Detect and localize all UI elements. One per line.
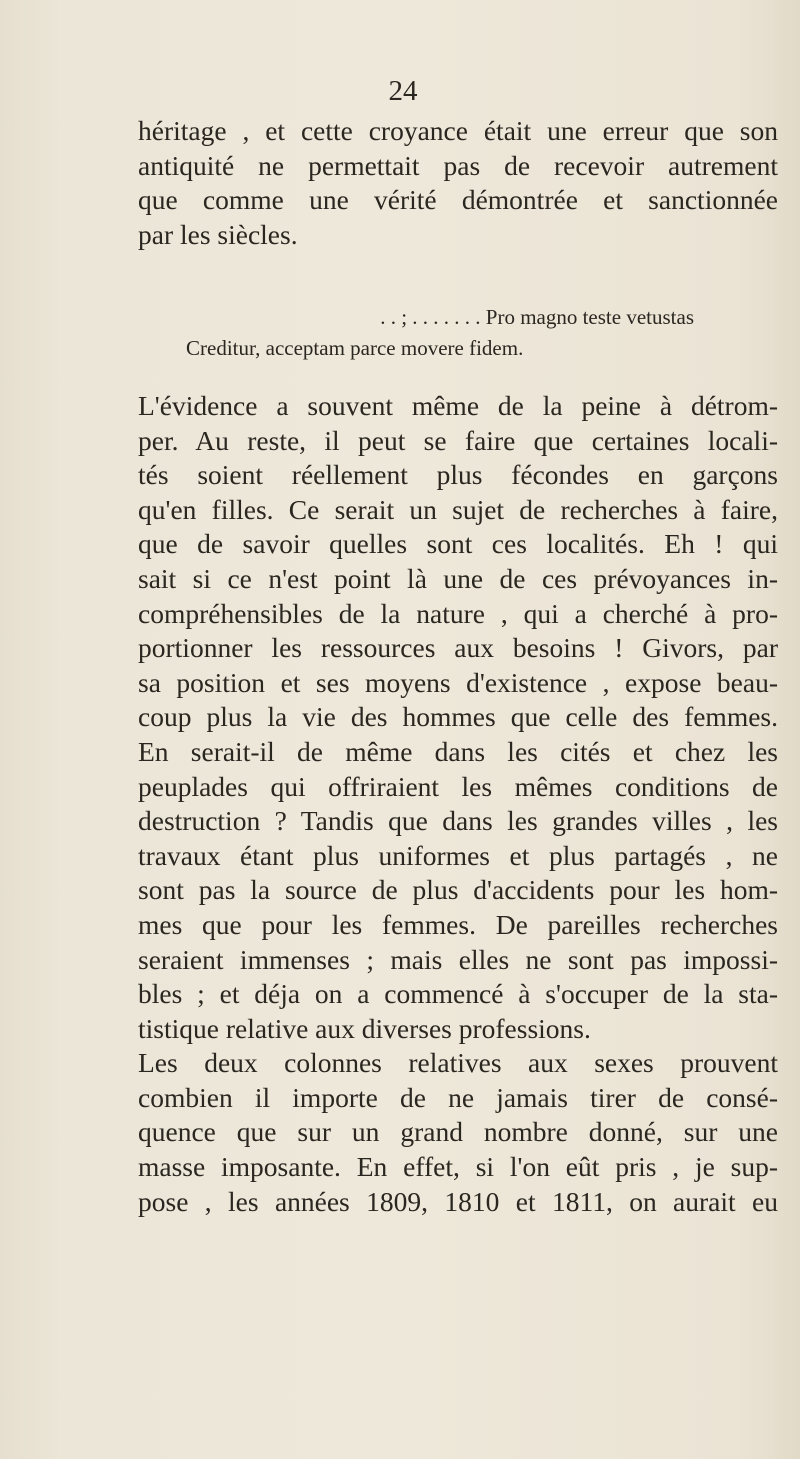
- text-line: per. Au reste, il peut se faire que certaines locali-: [138, 424, 778, 456]
- paragraph-top: [138, 114, 778, 252]
- text-line: bles ; et déja on a commencé à s'occuper de la sta-: [138, 978, 778, 1010]
- text-line: portionner les ressources aux besoins ! Givors, par: [138, 632, 778, 664]
- text-line: que comme une vérité démontrée et sanctionnée: [138, 184, 778, 216]
- text-line: coup plus la vie des hommes que celle des femmes.: [138, 701, 778, 733]
- quotation-line: Creditur, acceptam parce movere fidem.: [186, 336, 524, 360]
- text-line: qu'en filles. Ce serait un sujet de recherches à faire,: [138, 493, 778, 525]
- latin-quotation: [186, 302, 756, 364]
- text-line: quence que sur un grand nombre donné, sur une: [138, 1116, 778, 1148]
- text-line: travaux étant plus uniformes et plus partagés , ne: [138, 839, 778, 871]
- text-line: tés soient réellement plus fécondes en garçons: [138, 459, 778, 491]
- text-line: antiquité ne permettait pas de recevoir autrement: [138, 149, 778, 181]
- text-line: destruction ? Tandis que dans les grandes villes , les: [138, 805, 778, 837]
- text-line: mes que pour les femmes. De pareilles recherches: [138, 908, 778, 940]
- text-line: L'évidence a souvent même de la peine à détrom-: [138, 390, 778, 421]
- text-line: que de savoir quelles sont ces localités. Eh ! qui: [138, 528, 778, 560]
- text-line: Les deux colonnes relatives aux sexes prouvent: [138, 1047, 778, 1079]
- text-line: par les siècles.: [138, 218, 298, 250]
- text-line: sait si ce n'est point là une de ces prévoyances in-: [138, 562, 778, 594]
- text-line: pose , les années 1809, 1810 et 1811, on aurait eu: [138, 1185, 778, 1217]
- text-line: combien il importe de ne jamais tirer de consé-: [138, 1081, 778, 1113]
- text-line: sa position et ses moyens d'existence , expose beau-: [138, 666, 778, 698]
- page-number: 24: [388, 75, 418, 107]
- text-line: compréhensibles de la nature , qui a cherché à pro-: [138, 597, 778, 629]
- text-line: seraient immenses ; mais elles ne sont pas impossi-: [138, 943, 778, 975]
- text-line: masse imposante. En effet, si l'on eût pris , je sup-: [138, 1151, 778, 1183]
- text-line: tistique relative aux diverses professions.: [138, 1012, 591, 1044]
- text-line: En serait-il de même dans les cités et chez les: [138, 735, 778, 767]
- text-line: héritage , et cette croyance était une erreur que son: [138, 115, 778, 146]
- text-line: peuplades qui offriraient les mêmes conditions de: [138, 770, 778, 802]
- text-line: sont pas la source de plus d'accidents pour les hom-: [138, 874, 778, 906]
- paragraph-main: [138, 389, 778, 1219]
- quotation-line: . . ; . . . . . . . Pro magno teste vetustas: [380, 305, 694, 329]
